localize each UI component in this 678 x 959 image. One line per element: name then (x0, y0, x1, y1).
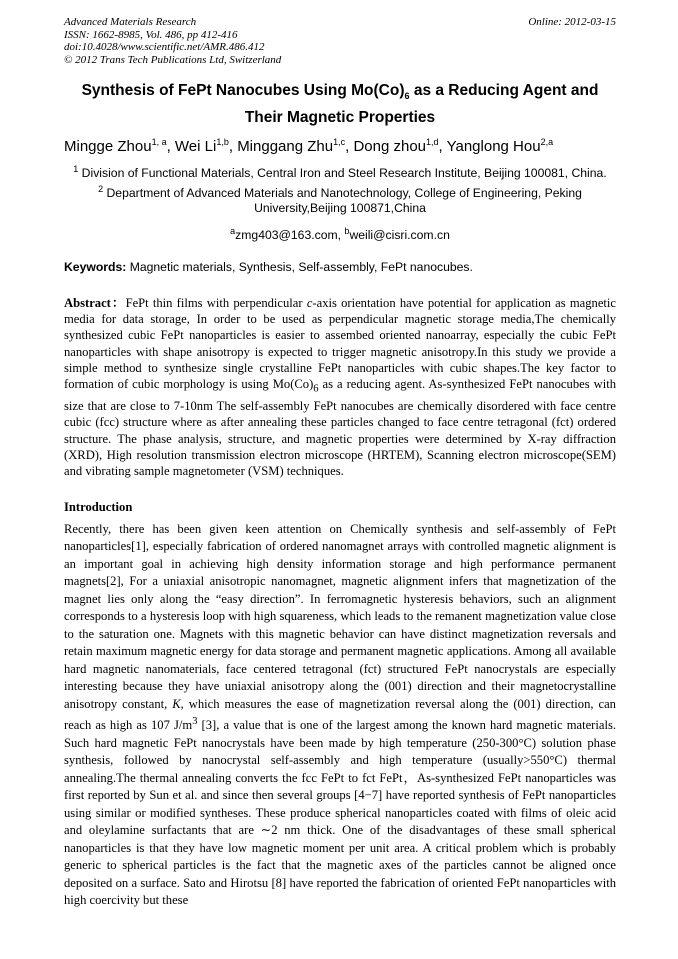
affiliation-text: Division of Functional Materials, Central Iron and Steel Research Institute, Beijing 100081, China. (78, 166, 607, 181)
title-part-1: Synthesis of FePt Nanocubes Using Mo(Co) (81, 82, 405, 99)
affiliation-text: Department of Advanced Materials and Nanotechnology, College of Engineering, Peking University,Beijing 100871,China (103, 185, 582, 216)
email-mark: a (230, 225, 236, 236)
abstract-text: as a reducing agent. As-synthesized FePt nanocubes with size that are close to 7-10nm The self-assembly FePt nanocubes are chemically disordered with face centre cubic (fcc) structure where as after annealing these particles changed to face centre tetragonal (fct) ordered structure. The phase analysis, structure, and magnetic properties were determined by X-ray diffraction (XRD), High resolution transmission electron microscope (HRTEM), Scanning electron microscope(SEM) and vibrating sample magnetometer (VSM) techniques. (64, 377, 617, 479)
abstract-subscript: 6 (313, 383, 319, 395)
keywords-label: Keywords: (64, 259, 127, 274)
affiliation-mark: 2 (98, 183, 104, 194)
author-affiliation-mark: 1,b (216, 137, 229, 148)
keywords (64, 260, 616, 275)
affiliations (64, 162, 616, 217)
journal-issn: ISSN: 1662-8985, Vol. 486, pp 412-416 (64, 28, 238, 41)
abstract-text: FePt thin films with perpendicular (125, 295, 307, 310)
paper-page (64, 16, 616, 910)
author-name: Minggang Zhu (237, 138, 334, 156)
journal-name: Advanced Materials Research (64, 16, 197, 28)
author-affiliation-mark: 1, a (151, 137, 167, 148)
section-heading-introduction: Introduction (64, 499, 133, 514)
intro-text: , which measures the ease of magnetization reversal along the (001) direction, can reach as high as 107 J/m (64, 696, 616, 733)
intro-text: [3], a value that is one of the largest among the known hard magnetic materials. Such hard magnetic FePt nanocrystals have been made by high temperature (250-300°C) solution phase synthesis, followed by nanocrystal self-assembly and high temperature (usually>550°C) thermal annealing.The thermal annealing converts the fcc FePt to fct FePt，As-synthesized FePt nanoparticles was first reported by Sun et al. and since then several groups [4−7] have reported synthesis of FePt nanoparticles using similar or modified syntheses. These produce spherical nanoparticles coated with films of oleic acid and oleylamine surfactants that are ∼2 nm thick. One of the disadvantages of these small spherical nanoparticles is that they have low magnetic moment per unit area. A critical problem which is probably generic to spherical particles is the fact that the magnetic axes of the particles cannot be aligned once deposited on a surface. Sato and Hirotsu [8] have reported the fabrication of oriented FePt nanoparticles with high coercivity but these (64, 718, 616, 908)
author-name: Wei Li (174, 138, 217, 156)
author-name: Mingge Zhou (64, 138, 152, 156)
email-address: zmg403@163.com, (235, 227, 345, 242)
abstract-text: -axis orientation have potential for application as magnetic media for data storage, In order to be used as perpendicular magnetic storage media,The chemically synthesized cubic FePt nanoparticles is easier to assembed oriented nanoarray, especially the cubic FePt nanoparticles with shape anisotropy is expected to trigger magnetic anisotropy.In this study we provide a simple method to synthesize single crystalline FePt nanoparticles with cubic shapes.The key factor to formation of cubic morphology is using Mo(Co) (64, 295, 617, 392)
author-name: Yanglong Hou (446, 138, 541, 156)
title-subscript: 6 (404, 91, 410, 102)
abstract (64, 295, 616, 480)
author-affiliation-mark: 1,c (333, 137, 346, 148)
intro-superscript: 3 (192, 716, 198, 728)
introduction-body (64, 521, 616, 910)
paper-title (64, 80, 616, 128)
email-address: weili@cisri.com.cn (349, 227, 450, 242)
journal-header (64, 16, 616, 66)
keywords-text: Magnetic materials, Synthesis, Self-assembly, FePt nanocubes. (126, 259, 473, 274)
abstract-italic: c (306, 295, 313, 310)
affiliation-1 (64, 162, 616, 182)
email-mark: b (344, 225, 350, 236)
affiliation-mark: 1 (73, 164, 79, 175)
author-affiliation-mark: 2,a (540, 137, 554, 148)
abstract-label: Abstract： (64, 295, 126, 310)
author-emails (64, 224, 616, 243)
author-name: Dong zhou (353, 138, 427, 156)
intro-text: Recently, there has been given keen attention on Chemically synthesis and self-assembly of FePt nanoparticles[1], especially fabrication of ordered nanomagnet arrays with controlled magnetic alignment is an important goal in achieving high density information storage and high performance permanent magnets[2], For a uniaxial anisotropic nanomagnet, magnetic alignment infers that magnetization of the magnet lies only along the “easy direction”. In ferromagnetic hysteresis behaviors, such an alignment corresponds to a hysteresis loop with high squareness, which leads to the remanent magnetization value close to the saturation one. Magnets with this magnetic behavior can have distinct magnetization reversals and retain maximum magnetic energy for data storage and permanent magnetic applications. Among all available hard magnetic nanomaterials, face centered tetragonal (fct) structured FePt nanocrystals are especially interesting because they have uniaxial anisotropy along the (001) direction and their magnetocrystalline anisotropy constant, (64, 521, 616, 711)
affiliation-2 (64, 182, 616, 217)
author-list: Mingge Zhou$^{1, a}$, Wei Li$^{1,b}$, Minggang Zhu$^{1,c}$, Dong zhou$^{1,d}$, Yanglong Hou$^{2,a}$ (64, 137, 554, 156)
intro-italic: K (172, 696, 181, 711)
title-part-2: as a Reducing Agent and Their Magnetic Properties (244, 82, 599, 127)
journal-doi: doi:10.4028/www.scientific.net/AMR.486.412 (64, 41, 265, 53)
author-affiliation-mark: 1,d (426, 137, 439, 148)
journal-copyright: © 2012 Trans Tech Publications Ltd, Switzerland (64, 53, 282, 66)
online-date: Online: 2012-03-15 (528, 16, 616, 28)
